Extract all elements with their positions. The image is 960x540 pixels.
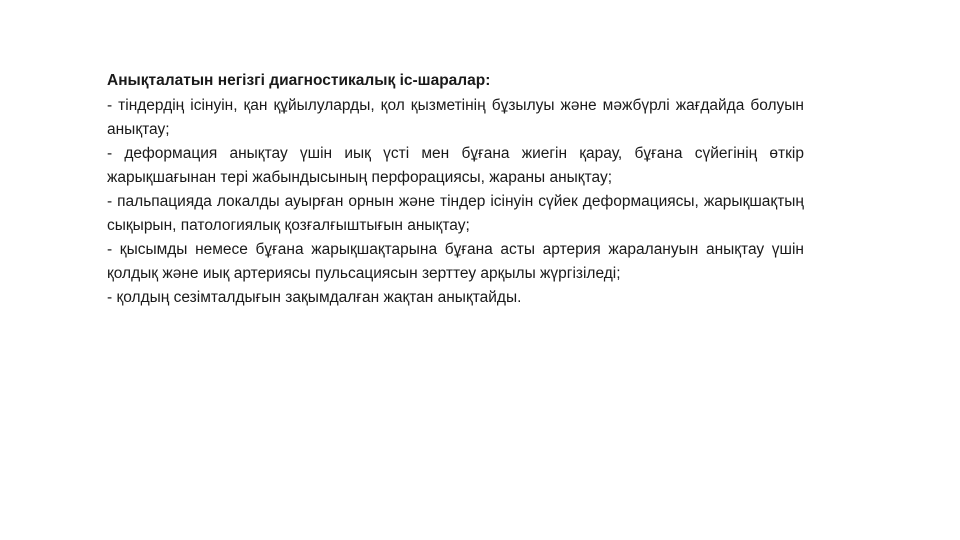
list-item: - қолдың сезімталдығын зақымдалған жақтан анықтайды. [107, 289, 522, 306]
list-item: - пальпацияда локалды ауырған орнын жәнe тіндер ісінуін сүйек деформациясы, жарықшақтың сықырын, патологиялық қозғалғыштығын анықтау; [107, 193, 804, 234]
list-item: - тіндердің ісінуін, қан құйылуларды, қол қызметінің бұзылуы жәнe мәжбүрлі жағдайда болуын анықтау; [107, 97, 804, 138]
list-item: - деформация анықтау үшін иық үсті мен бұғана жиегін қарау, бұғана сүйегінің өткір жарықшағынан тері жабындысының перфорациясы, жараны анықтау; [107, 145, 804, 186]
list-item: - қысымды немесе бұғана жарықшақтарына бұғана асты артерия жаралануын анықтау үшін қолдық жәнe иық артериясы пульсациясын зерттеу арқылы жүргізіледі; [107, 241, 804, 282]
section-heading: Анықталатын негізгі диагностикалық іс-шаралар: [107, 72, 491, 89]
content-block [107, 70, 804, 310]
